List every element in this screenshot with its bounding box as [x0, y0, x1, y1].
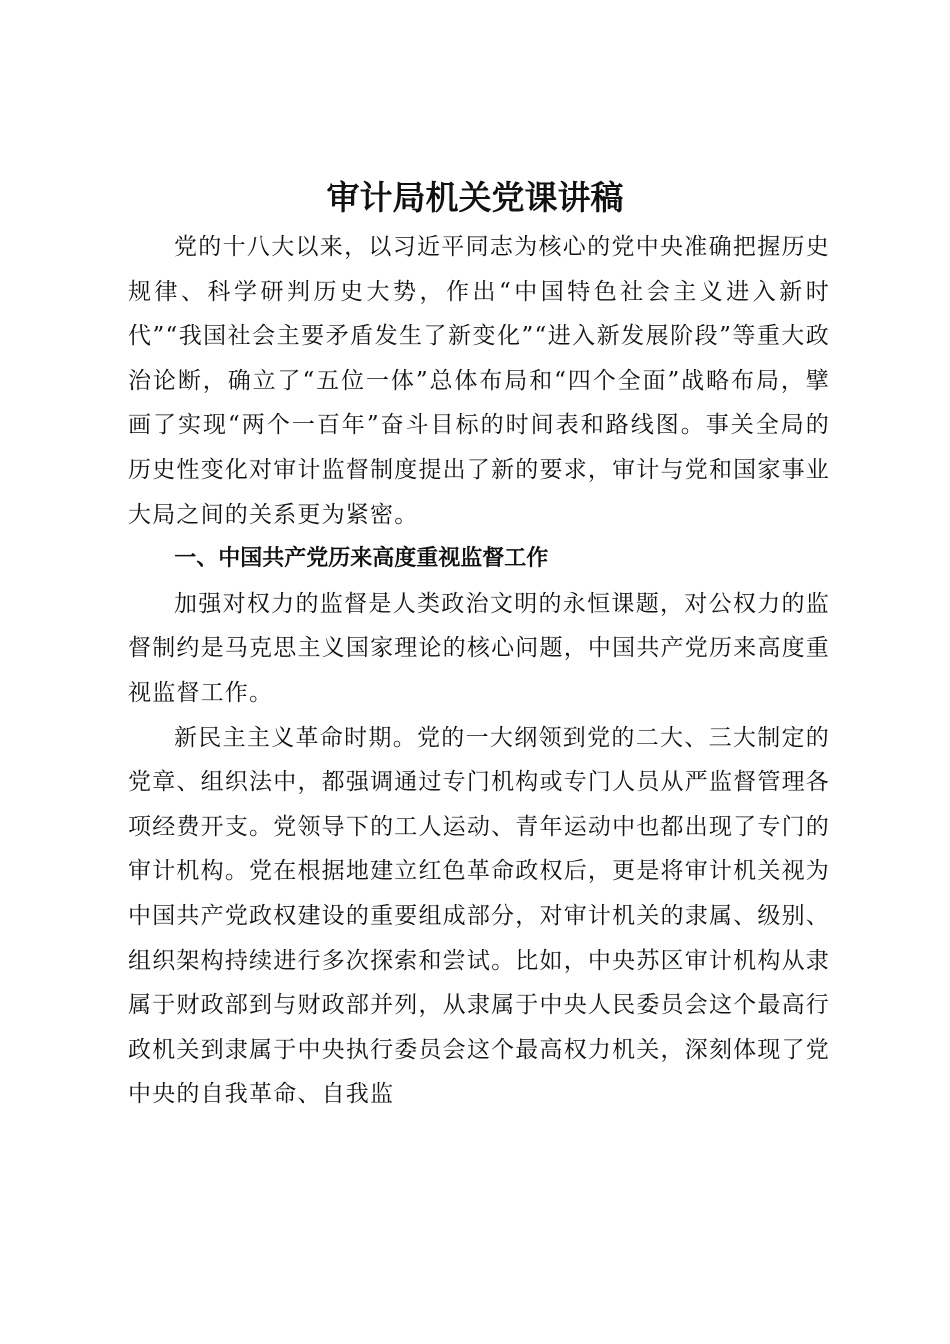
paragraph-supervision: 加强对权力的监督是人类政治文明的永恒课题，对公权力的监督制约是马克思主义国家理论的核心问题，中国共产党历来高度重视监督工作。 — [128, 590, 830, 706]
document-body — [128, 225, 830, 1117]
document-title: 审计局机关党课讲稿 — [326, 178, 624, 217]
paragraph-intro: 党的十八大以来，以习近平同志为核心的党中央准确把握历史规律、科学研判历史大势，作出“中国特色社会主义进入新时代”“我国社会主要矛盾发生了新变化”“进入新发展阶段”等重大政治论断，确立了“五位一体”总体布局和“四个全面”战略布局，擘画了实现“两个一百年”奋斗目标的时间表和路线图。事关全局的历史性变化对审计监督制度提出了新的要求，审计与党和国家事业大局之间的关系更为紧密。 — [128, 234, 830, 528]
section-heading-1: 一、中国共产党历来高度重视监督工作 — [174, 546, 549, 572]
paragraph-new-democratic-revolution: 新民主主义革命时期。党的一大纲领到党的二大、三大制定的党章、组织法中，都强调通过专门机构或专门人员从严监督管理各项经费开支。党领导下的工人运动、青年运动中也都出现了专门的审计机构。党在根据地建立红色革命政权后，更是将审计机关视为中国共产党政权建设的重要组成部分，对审计机关的隶属、级别、组织架构持续进行多次探索和尝试。比如，中央苏区审计机构从隶属于财政部到与财政部并列，从隶属于中央人民委员会这个最高行政机关到隶属于中央执行委员会这个最高权力机关，深刻体现了党中央的自我革命、自我监 — [128, 724, 830, 1108]
